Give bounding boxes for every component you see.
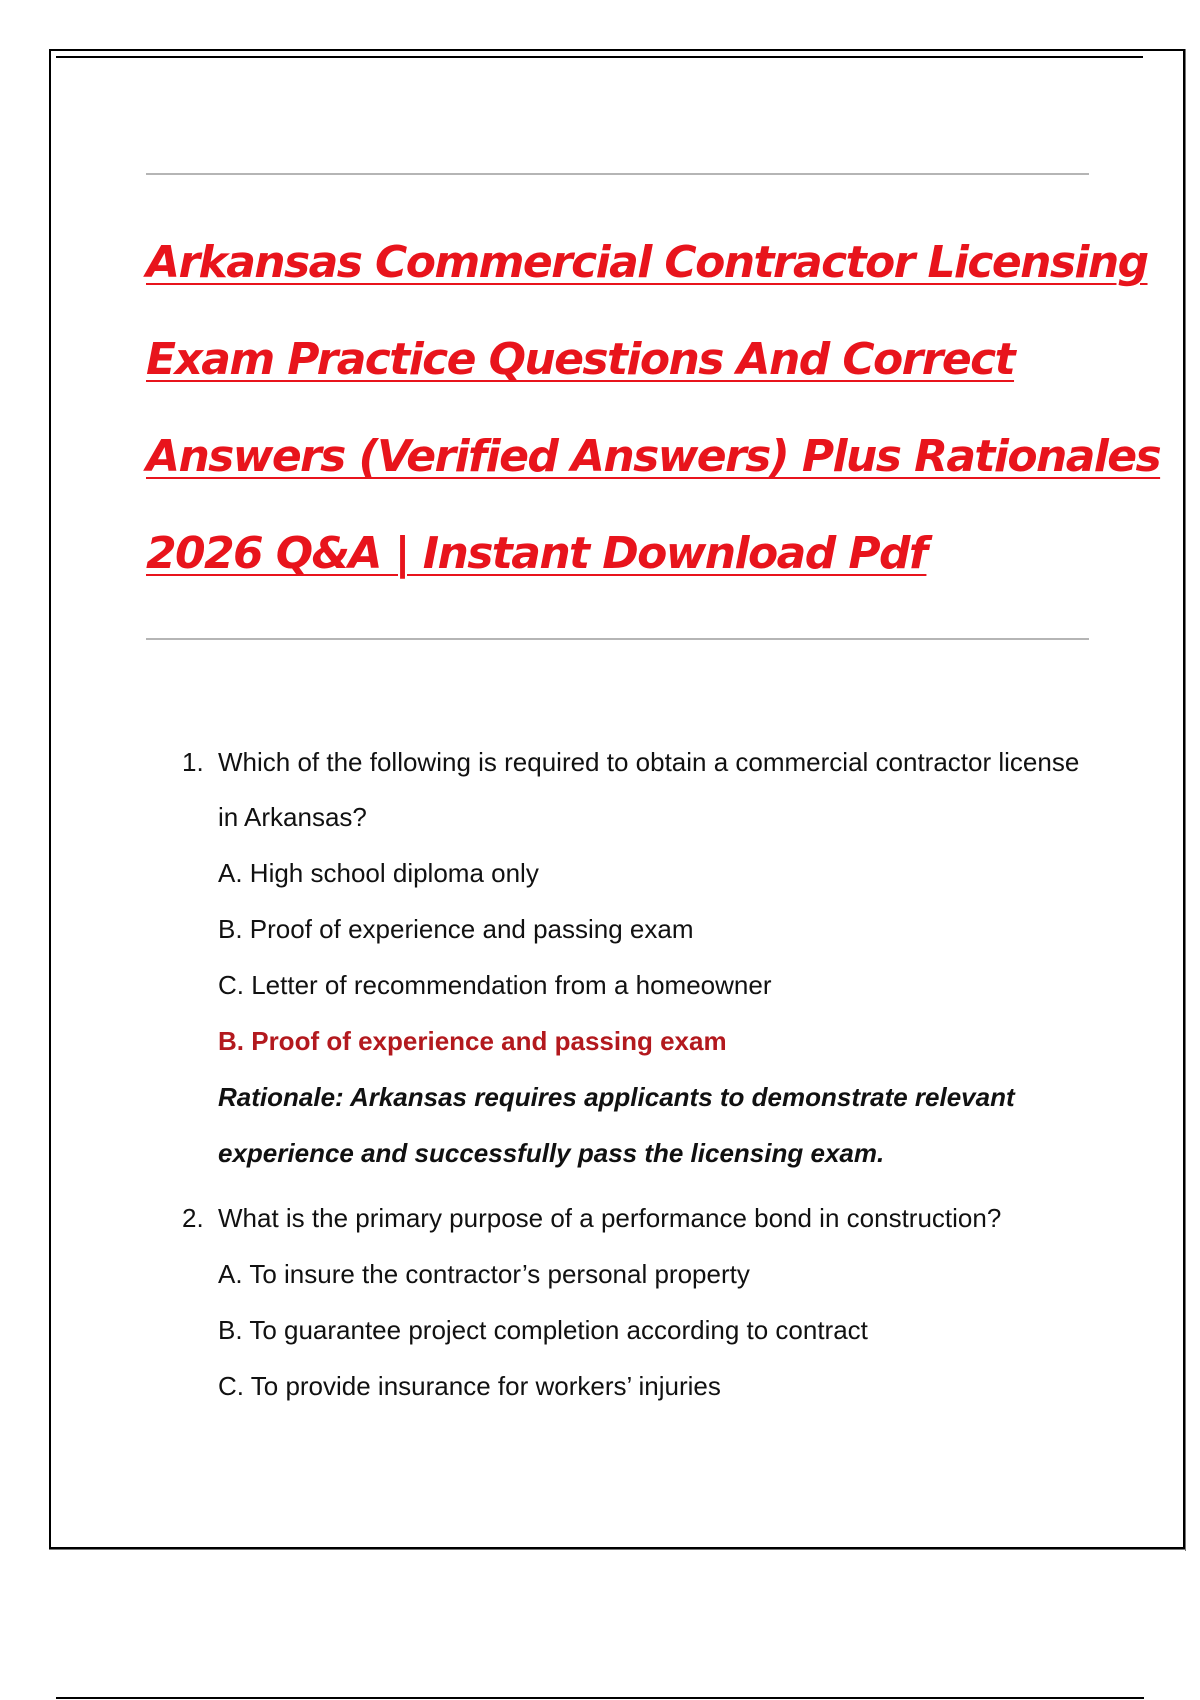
answer-option: C. To provide insurance for workers’ injuries <box>218 1371 721 1401</box>
answer-option: A. High school diploma only <box>218 858 539 888</box>
answer-option: C. Letter of recommendation from a homeowner <box>218 970 772 1000</box>
question-text: Which of the following is required to obtain a commercial contractor license in Arkansas? <box>218 747 1080 832</box>
question-item <box>0 735 1200 1181</box>
title-line: Answers (Verified Answers) Plus Rationales <box>146 431 1161 482</box>
question-body <box>218 735 1098 1181</box>
question-number: 1. <box>182 747 204 777</box>
answer-option: B. Proof of experience and passing exam <box>218 914 694 944</box>
question-body <box>218 1191 1098 1414</box>
title-bottom-rule <box>146 638 1089 640</box>
answer-option: A. To insure the contractor’s personal property <box>218 1259 750 1289</box>
question-number: 2. <box>182 1203 204 1233</box>
next-page-edge <box>56 1697 1144 1699</box>
correct-answer: B. Proof of experience and passing exam <box>218 1026 727 1056</box>
question-text: What is the primary purpose of a performance bond in construction? <box>218 1203 1002 1233</box>
question-list <box>0 735 1200 1424</box>
title-line: 2026 Q&A | Instant Download Pdf <box>146 528 927 579</box>
title-top-rule <box>146 173 1089 175</box>
question-item <box>0 1191 1200 1414</box>
title-line: Exam Practice Questions And Correct <box>146 334 1015 385</box>
frame-shadow <box>49 1549 1186 1550</box>
document-title <box>146 214 1161 602</box>
rationale-text: Rationale: Arkansas requires applicants to demonstrate relevant experience and successfully pass the licensing exam. <box>218 1082 1015 1168</box>
answer-option: B. To guarantee project completion according to contract <box>218 1315 868 1345</box>
title-line: Arkansas Commercial Contractor Licensing <box>146 237 1148 288</box>
